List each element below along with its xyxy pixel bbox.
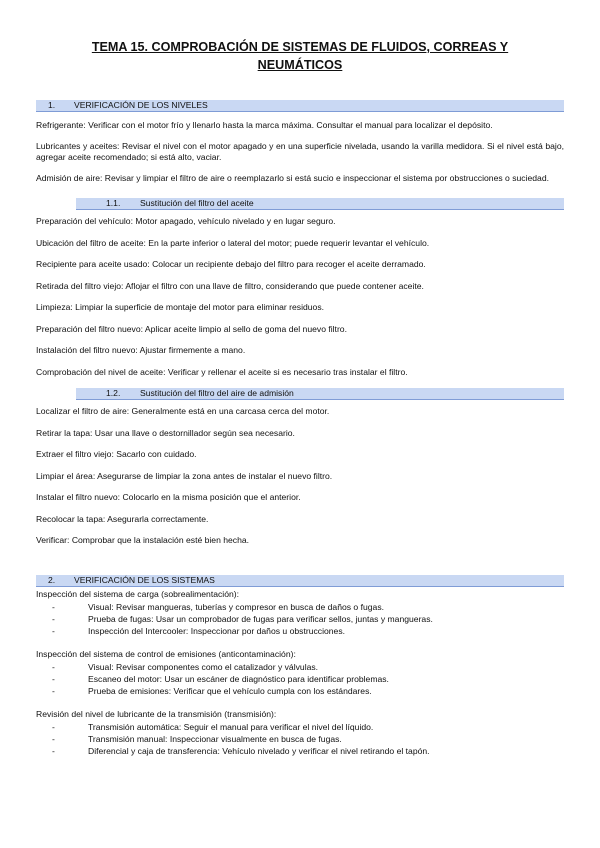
paragraph-admision: Admisión de aire: Revisar y limpiar el filtro de aire o reemplazarlo si está sucio e inspeccionar el sistema por obstrucciones o suciedad. <box>36 173 549 183</box>
dash-bullet: - <box>52 661 55 672</box>
step-line: Instalación del filtro nuevo: Ajustar firmemente a mano. <box>36 345 246 355</box>
paragraph-lubricantes: Lubricantes y aceites: Revisar el nivel con el motor apagado y en una superficie nivelada, usando la varilla medidora. Si el nivel está bajo, agregar aceite recomendado; si está alto, vaciar. <box>36 141 564 162</box>
section-number: 2. <box>48 574 56 585</box>
dash-bullet: - <box>52 613 55 624</box>
subsection-heading-1-1 <box>76 198 564 210</box>
block-title-emisiones: Inspección del sistema de control de emisiones (anticontaminación): <box>36 648 296 659</box>
step-line: Recolocar la tapa: Asegurarla correctamente. <box>36 513 209 524</box>
step-line: Limpieza: Limpiar la superficie de montaje del motor para eliminar residuos. <box>36 302 325 312</box>
subsection-title: Sustitución del filtro del aceite <box>140 198 254 208</box>
list-item: - Transmisión automática: Seguir el manual para verificar el nivel del líquido. <box>52 721 374 732</box>
step-line: Preparación del vehículo: Motor apagado, vehículo nivelado y en lugar seguro. <box>36 216 336 226</box>
block-title-transmision: Revisión del nivel de lubricante de la transmisión (transmisión): <box>36 708 277 719</box>
section-heading-1 <box>36 100 564 112</box>
step-line: Localizar el filtro de aire: Generalmente está en una carcasa cerca del motor. <box>36 406 330 416</box>
section-heading-2 <box>36 575 564 587</box>
section-number: 1. <box>48 100 56 110</box>
list-emisiones <box>36 661 564 697</box>
list-item: - Diferencial y caja de transferencia: Vehículo nivelado y verificar el nivel retirando el tapón. <box>52 745 430 756</box>
list-item: - Visual: Revisar mangueras, tuberías y compresor en busca de daños o fugas. <box>52 601 385 612</box>
list-transmision <box>36 721 564 757</box>
dash-bullet: - <box>52 733 55 744</box>
step-line: Recipiente para aceite usado: Colocar un recipiente debajo del filtro para recoger el aceite derramado. <box>36 259 426 269</box>
list-item: - Escaneo del motor: Usar un escáner de diagnóstico para identificar problemas. <box>52 673 389 684</box>
dash-bullet: - <box>52 673 55 684</box>
section-title: VERIFICACIÓN DE LOS NIVELES <box>74 100 208 110</box>
step-line: Instalar el filtro nuevo: Colocarlo en la misma posición que el anterior. <box>36 492 301 502</box>
subsection-number: 1.2. <box>106 388 121 398</box>
section-title: VERIFICACIÓN DE LOS SISTEMAS <box>74 574 215 585</box>
dash-bullet: - <box>52 721 55 732</box>
paragraph-refrigerante: Refrigerante: Verificar con el motor frío y llenarlo hasta la marca máxima. Consultar el manual para localizar el depósito. <box>36 120 493 130</box>
list-item: - Prueba de emisiones: Verificar que el vehículo cumpla con los estándares. <box>52 685 372 696</box>
step-line: Preparación del filtro nuevo: Aplicar aceite limpio al sello de goma del nuevo filtro. <box>36 323 347 334</box>
subsection-heading-1-2 <box>76 388 564 400</box>
list-item: - Transmisión manual: Inspeccionar visualmente en busca de fugas. <box>52 733 342 744</box>
dash-bullet: - <box>52 745 55 756</box>
step-line: Ubicación del filtro de aceite: En la parte inferior o lateral del motor; puede requerir levantar el vehículo. <box>36 237 430 248</box>
step-line: Retirar la tapa: Usar una llave o destornillador según sea necesario. <box>36 427 295 438</box>
step-line: Verificar: Comprobar que la instalación esté bien hecha. <box>36 535 250 545</box>
dash-bullet: - <box>52 601 55 612</box>
step-line: Comprobación del nivel de aceite: Verificar y rellenar el aceite si es necesario tras instalar el filtro. <box>36 366 408 377</box>
document-title: TEMA 15. COMPROBACIÓN DE SISTEMAS DE FLUIDOS, CORREAS Y NEUMÁTICOS <box>91 40 509 72</box>
block-title-carga: Inspección del sistema de carga (sobrealimentación): <box>36 588 240 599</box>
step-line: Retirada del filtro viejo: Aflojar el filtro con una llave de filtro, considerando que puede contener aceite. <box>36 280 424 291</box>
step-line: Limpiar el área: Asegurarse de limpiar la zona antes de instalar el nuevo filtro. <box>36 470 333 481</box>
list-item: - Inspección del Intercooler: Inspeccionar por daños u obstrucciones. <box>52 625 346 636</box>
subsection-number: 1.1. <box>106 198 121 208</box>
list-carga <box>36 601 564 637</box>
list-item: - Prueba de fugas: Usar un comprobador de fugas para verificar sellos, juntas y mangueras. <box>52 613 433 624</box>
list-item: - Visual: Revisar componentes como el catalizador y válvulas. <box>52 661 319 672</box>
step-line: Extraer el filtro viejo: Sacarlo con cuidado. <box>36 449 197 459</box>
dash-bullet: - <box>52 625 55 636</box>
dash-bullet: - <box>52 685 55 696</box>
subsection-title: Sustitución del filtro del aire de admisión <box>140 388 294 398</box>
